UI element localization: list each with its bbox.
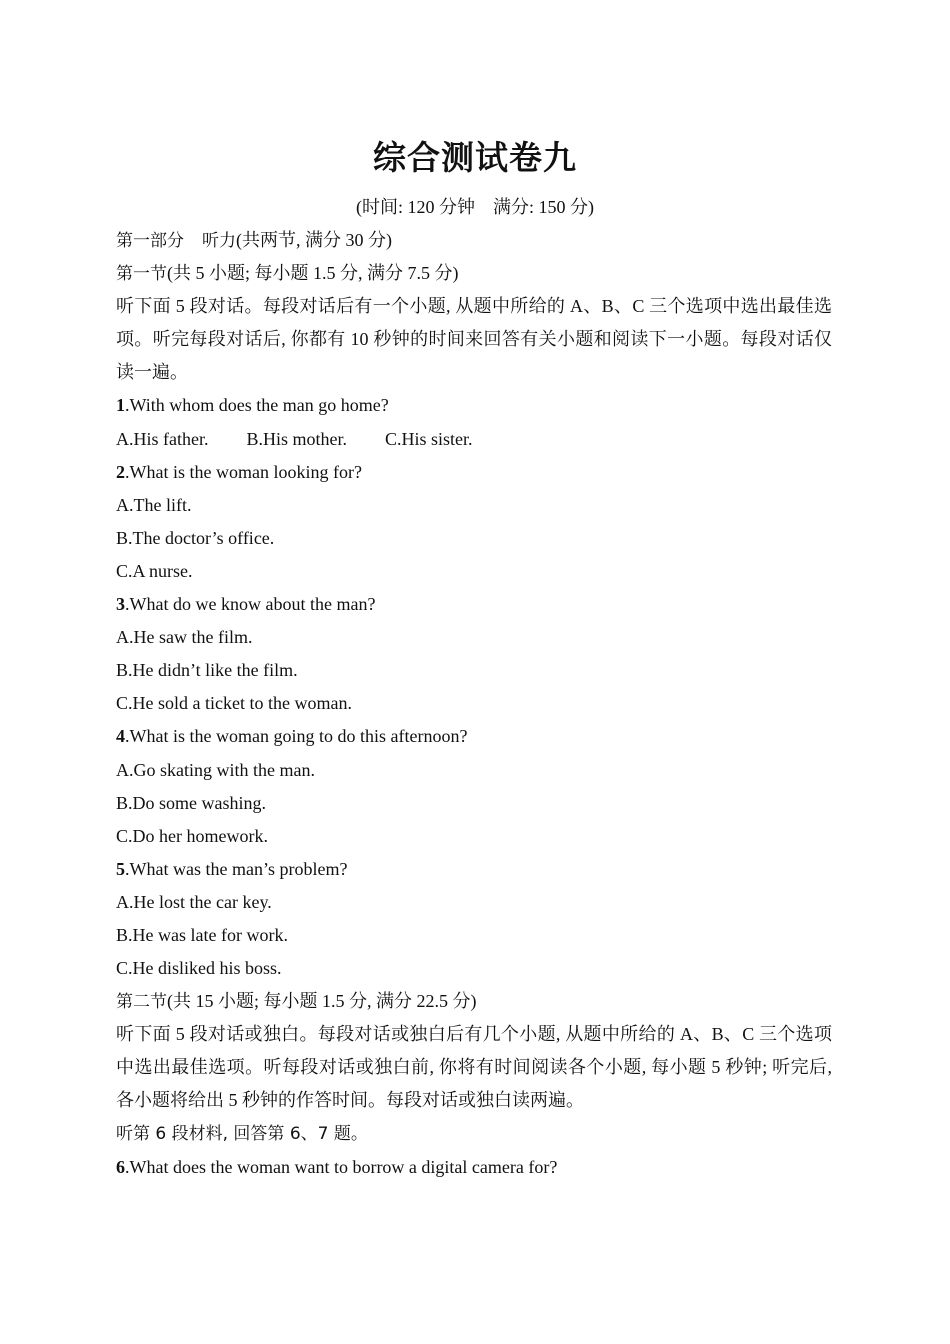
section1-heading bbox=[116, 257, 832, 290]
option-c: C.He disliked his boss. bbox=[116, 958, 282, 979]
part1-label: 第一部分 bbox=[116, 231, 184, 251]
question-number: 4 bbox=[116, 726, 125, 747]
option-b: B.Do some washing. bbox=[116, 792, 266, 813]
question-number: 3 bbox=[116, 594, 125, 615]
section2-instructions: 听下面 5 段对话或独白。每段对话或独白后有几个小题, 从题中所给的 A、B、C 三个选项中选出最佳选项。听每段对话或独白前, 你将有时间阅读各个小题, 每小题 5 秒钟; 听完后, 各小题将给出 5 秒钟的作答时间。每段对话或独白读两遍。 bbox=[116, 1024, 832, 1111]
option-a: A.He lost the car key. bbox=[116, 891, 272, 912]
option-c: C.He sold a ticket to the woman. bbox=[116, 693, 352, 714]
question-text: .What was the man’s problem? bbox=[125, 858, 348, 879]
material-heading: 听第 6 段材料, 回答第 6、7 题。 bbox=[116, 1123, 368, 1144]
option-a: A.The lift. bbox=[116, 494, 192, 515]
question-text: .What do we know about the man? bbox=[125, 594, 376, 615]
question-number: 5 bbox=[116, 858, 125, 879]
question-stem bbox=[116, 720, 832, 753]
section1-note: (共 5 小题; 每小题 1.5 分, 满分 7.5 分) bbox=[167, 263, 459, 284]
section1-label: 第一节 bbox=[116, 264, 167, 285]
question-text: .What is the woman going to do this afternoon? bbox=[125, 726, 468, 747]
option-b: B.He was late for work. bbox=[116, 924, 288, 945]
section1-instructions: 听下面 5 段对话。每段对话后有一个小题, 从题中所给的 A、B、C 三个选项中选出最佳选项。听完每段对话后, 你都有 10 秒钟的时间来回答有关小题和阅读下一小题。每段对话仅读一遍。 bbox=[116, 296, 832, 383]
option-c: C.A nurse. bbox=[116, 560, 193, 581]
question-stem bbox=[116, 456, 832, 489]
option-c: C.Do her homework. bbox=[116, 825, 268, 846]
question-stem bbox=[116, 389, 832, 422]
part1-heading bbox=[116, 224, 832, 257]
question-stem bbox=[116, 588, 832, 621]
exam-time-and-score: (时间: 120 分钟 满分: 150 分) bbox=[356, 197, 594, 217]
option-b: B.He didn’t like the film. bbox=[116, 660, 298, 681]
question-text: .What does the woman want to borrow a digital camera for? bbox=[125, 1156, 558, 1177]
part1-name: 听力 bbox=[202, 231, 236, 251]
section2-heading bbox=[116, 985, 832, 1018]
question-number: 2 bbox=[116, 461, 125, 482]
question-stem bbox=[116, 853, 832, 886]
section2-label: 第二节 bbox=[116, 992, 167, 1013]
section2-note: (共 15 小题; 每小题 1.5 分, 满分 22.5 分) bbox=[167, 991, 477, 1012]
question-stem bbox=[116, 1151, 832, 1184]
option-b: B.The doctor’s office. bbox=[116, 527, 275, 548]
question-text: .With whom does the man go home? bbox=[125, 395, 389, 416]
part1-note: (共两节, 满分 30 分) bbox=[236, 230, 392, 250]
question-number: 6 bbox=[116, 1156, 125, 1177]
option-a: A.His father. bbox=[116, 428, 209, 449]
option-a: A.Go skating with the man. bbox=[116, 759, 315, 780]
option-b: B.His mother. bbox=[246, 428, 347, 449]
exam-content bbox=[116, 224, 832, 1184]
page-title: 综合测试卷九 bbox=[373, 138, 577, 177]
question-number: 1 bbox=[116, 395, 125, 416]
question-options-inline bbox=[116, 423, 832, 456]
option-a: A.He saw the film. bbox=[116, 627, 253, 648]
question-text: .What is the woman looking for? bbox=[125, 461, 362, 482]
option-c: C.His sister. bbox=[385, 428, 473, 449]
